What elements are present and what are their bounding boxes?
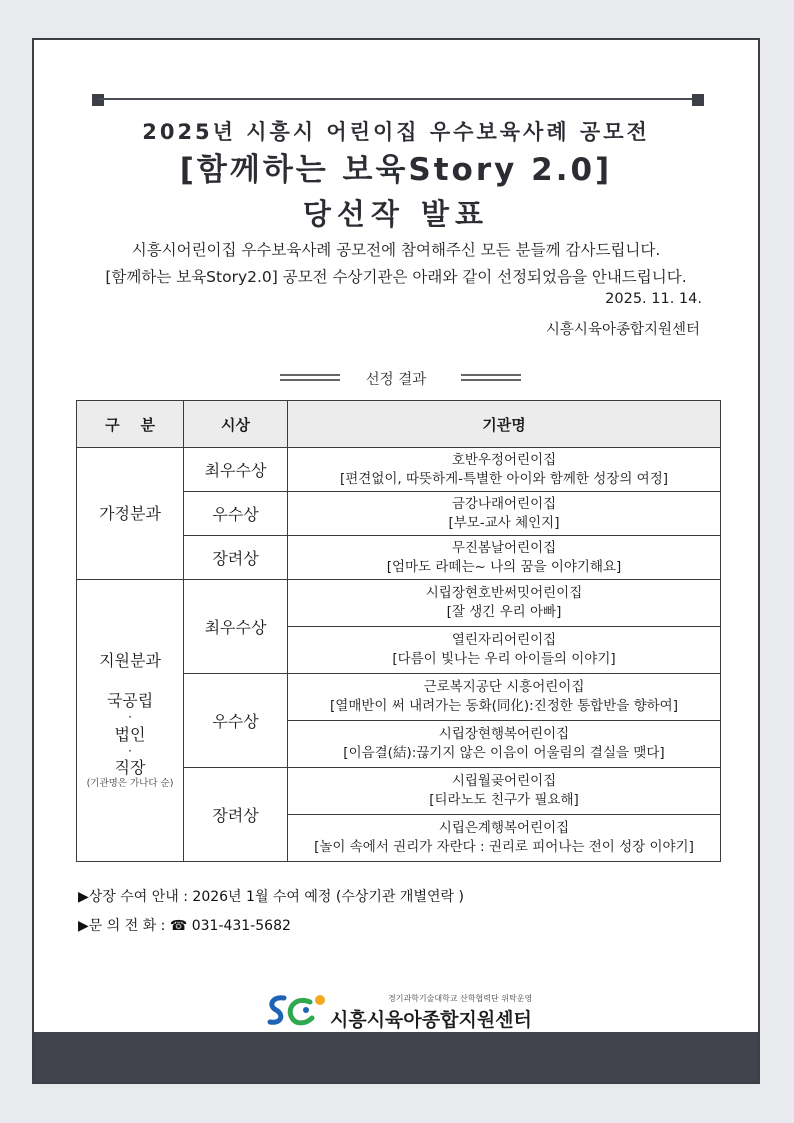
entry-cell	[288, 674, 721, 721]
institution-name: 금강나래어린이집	[451, 495, 557, 512]
award-cell: 장려상	[184, 768, 288, 862]
award-cell: 최우수상	[184, 448, 288, 492]
table-row	[77, 448, 721, 492]
section-title	[34, 368, 758, 388]
header-award: 시상	[184, 401, 288, 448]
footer-logo	[266, 990, 536, 1032]
ordering-note: (기관명은 가나다 순)	[86, 777, 174, 789]
award-cell: 우수상	[184, 674, 288, 768]
entry-title: [놀이 속에서 권리가 자란다 : 권리로 피어나는 전이 성장 이야기]	[314, 839, 694, 855]
award-cell: 장려상	[184, 536, 288, 580]
results-table	[76, 400, 721, 862]
sc-logo-icon	[266, 992, 328, 1030]
category-home: 가정분과	[77, 448, 184, 580]
separator-dot: ·	[128, 710, 132, 725]
section-title-rule-right	[461, 374, 521, 381]
entry-cell	[288, 627, 721, 674]
category-workplace: 직장	[114, 757, 146, 777]
institution-name: 시립장현행복어린이집	[438, 726, 570, 743]
institution-name: 시립장현호반써밋어린이집	[425, 585, 583, 602]
entry-cell	[288, 536, 721, 580]
category-support-label: 지원분과	[99, 651, 161, 671]
institution-name: 시립은계행복어린이집	[438, 820, 570, 837]
institution-name: 호반우정어린이집	[451, 451, 557, 468]
table-header-row	[77, 401, 721, 448]
entry-title: [편견없이, 따뜻하게-특별한 아이와 함께한 성장의 여정]	[339, 470, 669, 487]
institution-name: 근로복지공단 시흥어린이집	[423, 679, 585, 696]
header-institution: 기관명	[288, 401, 721, 448]
award-cell: 우수상	[184, 492, 288, 536]
section-title-rule-left	[280, 374, 340, 381]
separator-dot: ·	[128, 743, 132, 758]
contact-notice: ▶문 의 전 화 : ☎ 031-431-5682	[78, 918, 291, 934]
entry-cell	[288, 448, 721, 492]
award-notice: ▶상장 수여 안내 : 2026년 1월 수여 예정 (수상기관 개별연락 )	[78, 889, 464, 905]
institution-name: 열린자리어린이집	[451, 632, 557, 649]
title-line-1: 2025년 시흥시 어린이집 우수보육사례 공모전	[142, 120, 650, 144]
header-category: 구 분	[77, 401, 184, 448]
institution-name: 시립월곶어린이집	[451, 773, 557, 790]
entry-cell	[288, 768, 721, 815]
entry-cell	[288, 815, 721, 862]
entry-title: [열매반이 써 내려가는 동화(同化):진정한 통합반을 향하여]	[330, 698, 678, 714]
document-sheet	[32, 38, 760, 1084]
intro-line-2: [함께하는 보육Story2.0] 공모전 수상기관은 아래와 같이 선정되었음을 안내드립니다.	[105, 268, 687, 286]
entry-title: [다름이 빛나는 우리 아이들의 이야기]	[392, 651, 616, 667]
footer-center-name: 시흥시육아종합지원센터	[330, 1009, 532, 1031]
entry-title: [티라노도 친구가 필요해]	[429, 792, 579, 808]
entry-cell	[288, 492, 721, 536]
entry-title: [잘 생긴 우리 아빠]	[446, 604, 562, 620]
announcing-organization: 시흥시육아종합지원센터	[545, 322, 700, 338]
category-corporate: 법인	[114, 724, 146, 744]
announcement-date: 2025. 11. 14.	[605, 291, 702, 307]
institution-name: 무진봄날어린이집	[451, 539, 557, 556]
bottom-band	[34, 1032, 758, 1082]
section-title-text: 선정 결과	[365, 372, 427, 388]
title-line-2: [함께하는 보육Story 2.0]	[179, 152, 613, 188]
footer-affiliation: 경기과학기술대학교 산학협력단 위탁운영	[388, 994, 533, 1003]
entry-cell	[288, 580, 721, 627]
category-public: 국공립	[106, 691, 154, 711]
entry-title: [부모-교사 체인지]	[448, 514, 560, 531]
intro-line-1: 시흥시어린이집 우수보육사례 공모전에 참여해주신 모든 분들께 감사드립니다.	[131, 241, 661, 259]
title-line-3: 당선작 발표	[302, 197, 490, 231]
top-decorative-rule	[92, 94, 704, 104]
entry-cell	[288, 721, 721, 768]
category-support	[77, 580, 184, 862]
entry-title: [엄마도 라떼는~ 나의 꿈을 이야기해요]	[386, 558, 622, 575]
entry-title: [이음결(結):끊기지 않은 이음이 어울림의 결실을 맺다]	[343, 745, 665, 761]
table-row	[77, 580, 721, 627]
award-cell: 최우수상	[184, 580, 288, 674]
